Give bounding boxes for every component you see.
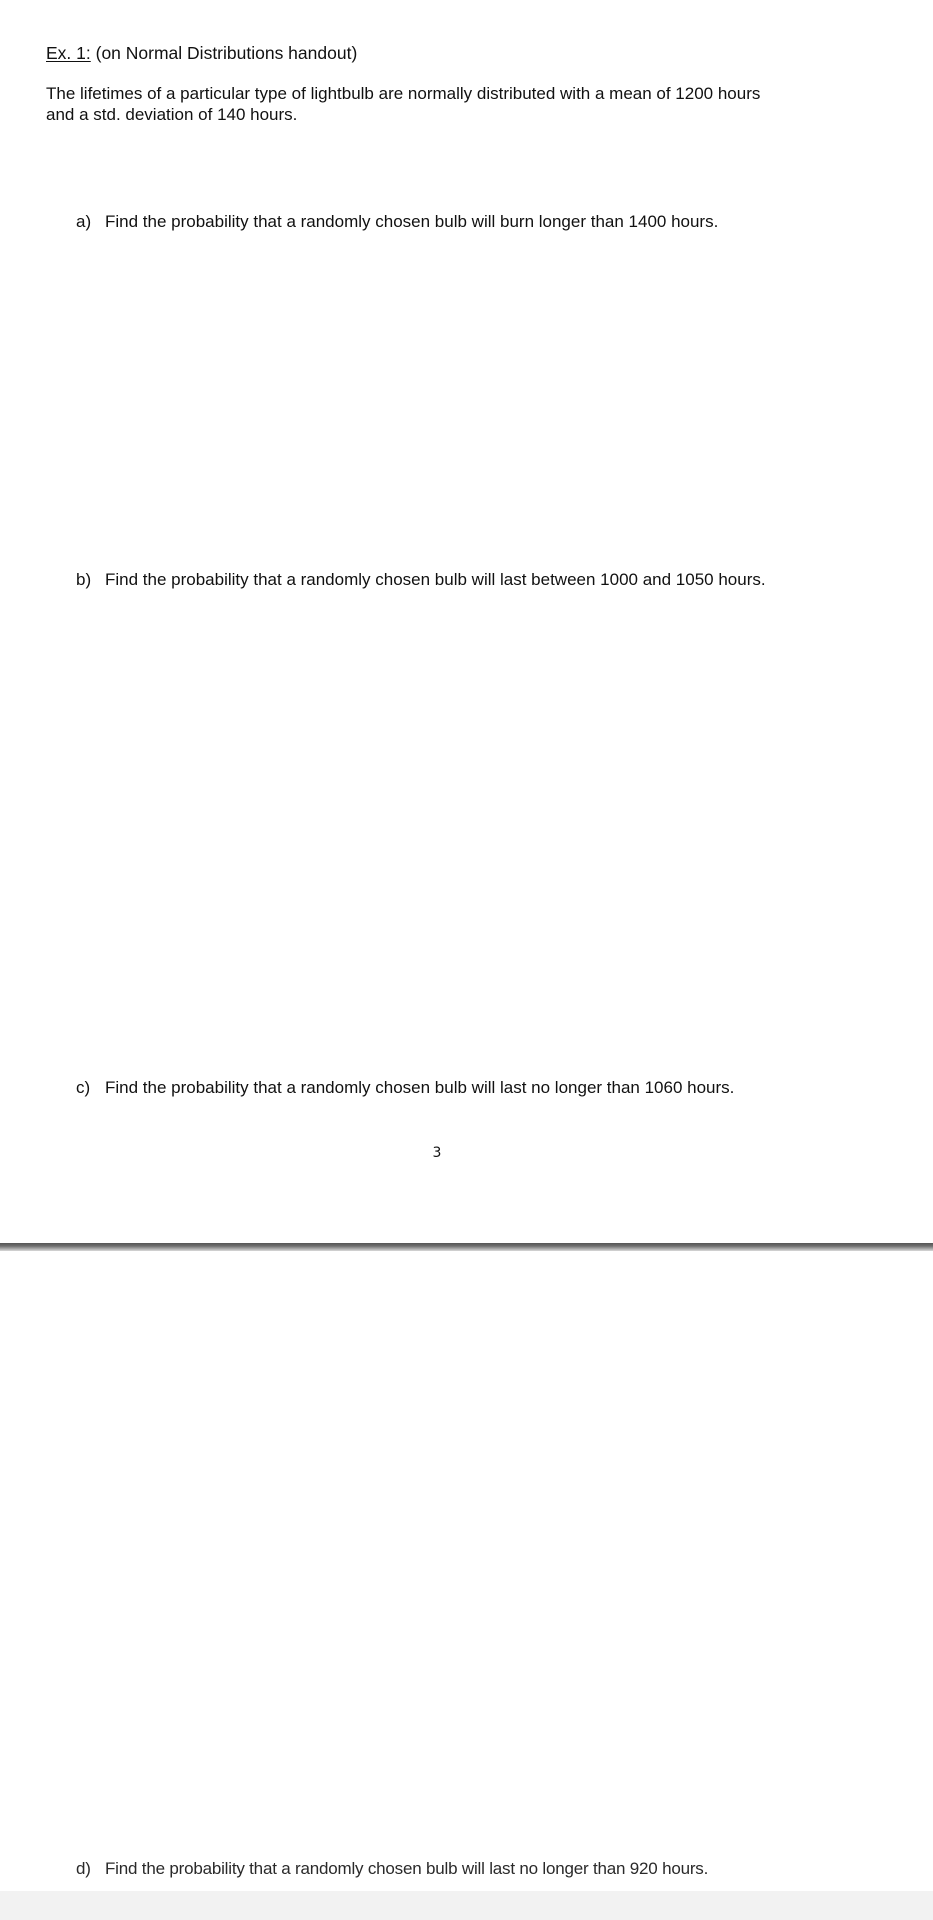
question-a [76,211,718,233]
page-number: 3 [432,1145,442,1161]
question-d-text: Find the probability that a randomly chosen bulb will last no longer than 920 hours. [105,1859,709,1878]
page-divider [0,1243,933,1251]
problem-statement-line-2: and a std. deviation of 140 hours. [46,105,298,124]
question-a-letter: a) [76,212,92,231]
question-d-letter: d) [76,1859,91,1878]
bottom-band [0,1891,933,1920]
question-b-text: Find the probability that a randomly chosen bulb will last between 1000 and 1050 hours. [105,570,766,589]
exercise-heading [46,42,357,64]
question-c-letter: c) [76,1078,91,1097]
question-b-letter: b) [76,570,92,589]
question-b [76,569,766,591]
question-a-text: Find the probability that a randomly chosen bulb will burn longer than 1400 hours. [105,212,719,231]
exercise-label: Ex. 1: [46,43,91,63]
problem-statement-line-1: The lifetimes of a particular type of lightbulb are normally distributed with a mean of 1200 hours [46,84,761,103]
document-page-2 [0,1251,933,1891]
question-c-text: Find the probability that a randomly chosen bulb will last no longer than 1060 hours. [105,1078,735,1097]
problem-statement [46,83,846,125]
exercise-heading-text: (on Normal Distributions handout) [95,43,358,63]
question-d [76,1858,708,1880]
question-c [76,1077,734,1099]
